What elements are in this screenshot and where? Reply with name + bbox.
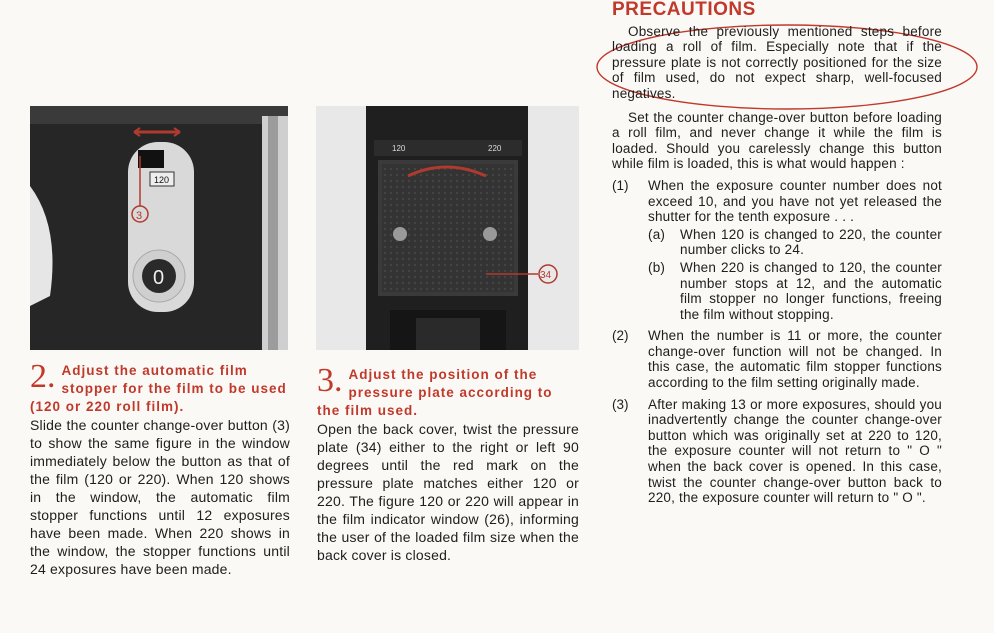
item-1-text: When the exposure counter number does not exceed 10, and you have not yet released the shutter for the tenth exposure . . . (648, 177, 942, 225)
film-window-label: 120 (154, 175, 170, 185)
precautions-intro: Observe the previously mentioned steps before loading a roll of film. Especially note that if the pressure plate is not correctly positioned for the size of film used, do not expect sharp, well-focused negatives. (612, 23, 942, 101)
step-2-section (30, 358, 290, 578)
step-2-body: Slide the counter change-over button (3) to show the same figure in the window immediately below the button as that of the film (120 or 220). When 120 shows in the window, the automatic film stopper functions until 12 exposures have been made. When 220 shows in the window, the stopper functions until 24 exposures have been made. (30, 417, 290, 577)
precautions-warning: Set the counter change-over button before loading a roll film, and never change it while the film is loaded. Should you carelessly change this button while film is loaded, this is what would happen : (612, 109, 942, 172)
item-2-text: When the number is 11 or more, the counter change-over function will not be changed. In this case, the automatic film stopper functions according to the film setting originally made. (648, 328, 942, 391)
step-2-number: 2. (30, 358, 56, 395)
item-2-label: (2) (612, 328, 629, 344)
step-2-heading: Adjust the automatic film stopper for the film to be used (120 or 220 roll film). (30, 363, 287, 414)
precaution-item-1 (612, 178, 942, 322)
item-3-label: (3) (612, 396, 629, 412)
precaution-item-3 (612, 397, 942, 506)
counter-button-illustration (30, 106, 288, 350)
subitem-a-label: (a) (648, 226, 666, 242)
pressure-plate-photo (316, 106, 579, 350)
item-3-text: After making 13 or more exposures, should you inadvertently change the counter change-over button which was originally set at 220 to 120, the exposure counter will not return to " O " when the back cover is opened. In this case, twist the counter change-over button back to 220, the exposure counter will return to " O ". (648, 396, 942, 506)
subitem-b-label: (b) (648, 259, 666, 275)
subitem-b-text: When 220 is changed to 120, the counter number stops at 12, and the automatic film stopper no longer functions, freeing the film without stopping. (680, 259, 942, 322)
subitem-b (648, 260, 942, 322)
counter-button-photo (30, 106, 288, 350)
indicator-120: 120 (392, 144, 406, 153)
step-3-number: 3. (317, 362, 343, 399)
precautions-title: PRECAUTIONS (612, 0, 756, 20)
step-3-section (317, 362, 579, 564)
subitem-a (648, 227, 942, 258)
callout-34: 34 (540, 270, 552, 281)
item-1-label: (1) (612, 177, 629, 193)
precaution-item-2 (612, 328, 942, 390)
step-3-heading: Adjust the position of the pressure plate according to the film used. (317, 367, 553, 418)
precautions-section (612, 0, 942, 506)
callout-3: 3 (136, 210, 143, 222)
exposure-counter-digit: 0 (153, 267, 165, 289)
subitem-a-text: When 120 is changed to 220, the counter number clicks to 24. (680, 226, 942, 258)
indicator-220: 220 (488, 144, 502, 153)
step-3-body: Open the back cover, twist the pressure plate (34) either to the right or left 90 degrees until the red mark on the pressure plate matches either 120 or 220. The figure 120 or 220 will appear in the film indicator window (26), informing the user of the loaded film size when the back cover is closed. (317, 421, 579, 563)
pressure-plate-illustration (316, 106, 579, 350)
